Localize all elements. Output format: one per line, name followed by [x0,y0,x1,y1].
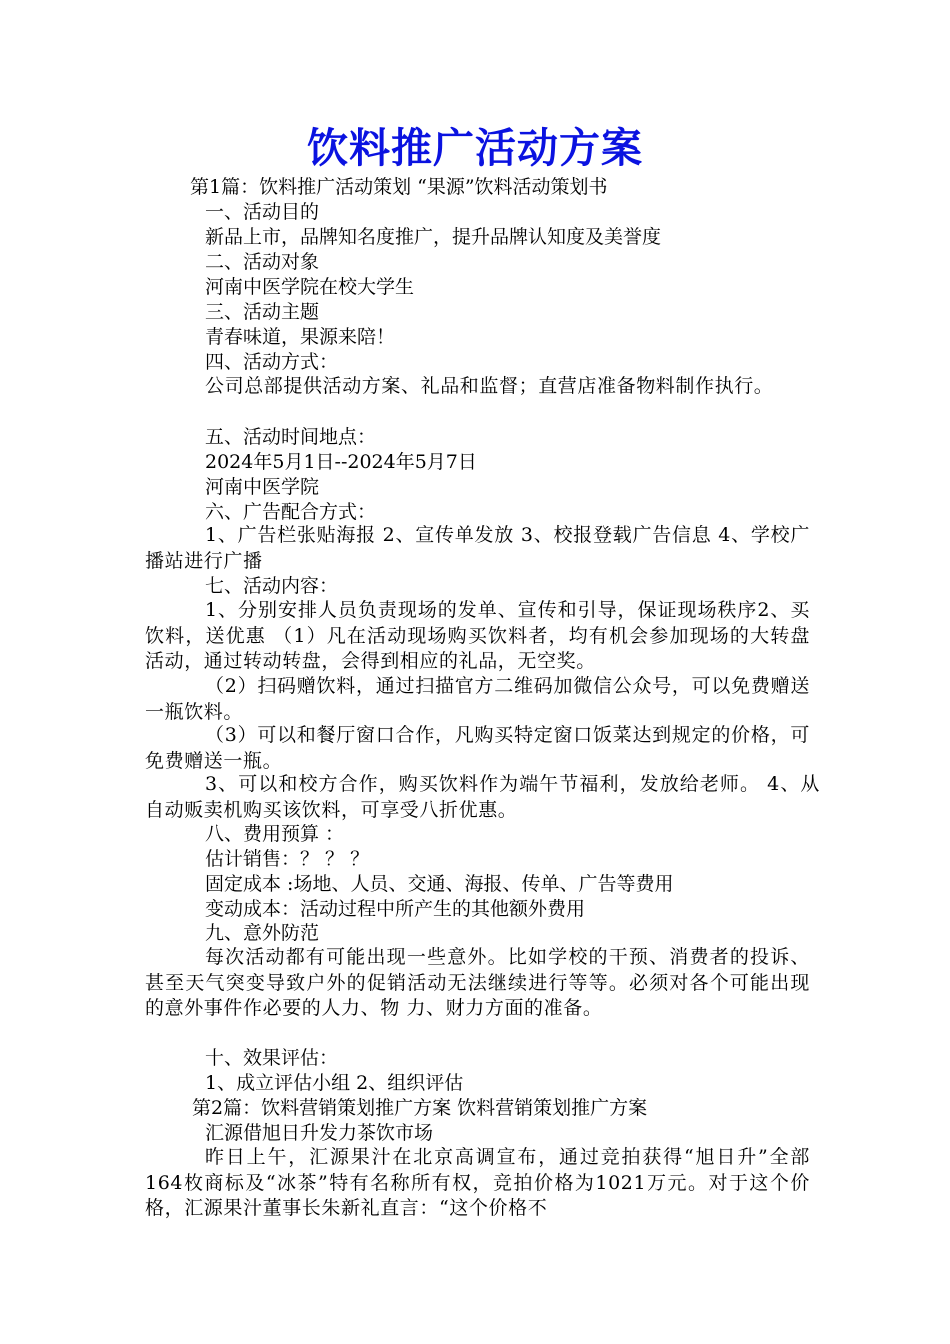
paragraph-content-1: 1、分别安排人员负责现场的发单、宣传和引导，保证现场秩序2、买饮料，送优惠 （1）凡在活动现场购买饮料者，均有机会参加现场的大转盘活动，通过转动转盘，会得到相应的礼品，无空奖。 [145,599,810,672]
paragraph-content-4: 3、可以和校方合作，购买饮料作为端午节福利，发放给老师。 4、从自动贩卖机购买该饮料，可享受八折优惠。 [145,773,820,821]
text-line-date: 2024年5月1日--2024年5月7日 [205,451,477,473]
section-heading-risk: 九、意外防范 [205,922,320,944]
paragraph-method: 公司总部提供活动方案、礼品和监督；直营店准备物料制作执行。 [205,375,774,397]
text-line: 新品上市，品牌知名度推广，提升品牌认知度及美誉度 [205,226,662,248]
paragraph-content-2: （2）扫码赠饮料，通过扫描官方二维码加微信公众号，可以免费赠送一瓶饮料。 [145,675,810,723]
document-title: 饮料推广活动方案 [307,124,643,172]
text-line: 变动成本：活动过程中所产生的其他额外费用 [205,898,586,920]
text-line: 固定成本 :场地、人员、交通、海报、传单、广告等费用 [205,873,674,895]
part-1-heading: 第1篇：饮料推广活动策划 “果源”饮料活动策划书 [190,176,608,198]
paragraph-advertising: 1、广告栏张贴海报 2、宣传单发放 3、校报登载广告信息 4、学校广播站进行广播 [145,524,810,572]
section-heading-content: 七、活动内容： [205,575,339,597]
text-line: 汇源借旭日升发力茶饮市场 [205,1122,434,1144]
section-heading-purpose: 一、活动目的 [205,201,320,223]
section-heading-theme: 三、活动主题 [205,301,320,323]
section-heading-budget: 八、费用预算 ： [205,823,345,845]
section-heading-target: 二、活动对象 [205,251,320,273]
paragraph-risk: 每次活动都有可能出现一些意外。比如学校的干预、消费者的投诉、甚至天气突变导致户外的促销活动无法继续进行等等。必须对各个可能出现的意外事件作必要的人力、物 力、财力方面的准备。 [145,946,810,1019]
section-heading-advertising: 六、广告配合方式： [205,501,377,523]
text-line: 估计销售：？ ？ ？ [205,848,370,870]
section-heading-method: 四、活动方式： [205,351,339,373]
part-2-heading: 第2篇：饮料营销策划推广方案 饮料营销策划推广方案 [192,1097,648,1119]
section-heading-evaluation: 十、效果评估： [205,1047,339,1069]
text-line: 河南中医学院在校大学生 [205,276,415,298]
section-heading-time-place: 五、活动时间地点： [205,426,377,448]
text-line: 青春味道，果源来陪！ [205,326,396,348]
text-line-place: 河南中医学院 [205,476,320,498]
paragraph-news: 昨日上午，汇源果汁在北京高调宣布，通过竞拍获得“旭日升”全部164枚商标及“冰茶”特有名称所有权，竞拍价格为1021万元。对于这个价格，汇源果汁董事长朱新礼直言：“这个价格不 [145,1146,810,1219]
paragraph-content-3: （3）可以和餐厅窗口合作，凡购买特定窗口饭菜达到规定的价格，可免费赠送一瓶。 [145,724,810,772]
text-line: 1、成立评估小组 2、组织评估 [205,1072,464,1094]
